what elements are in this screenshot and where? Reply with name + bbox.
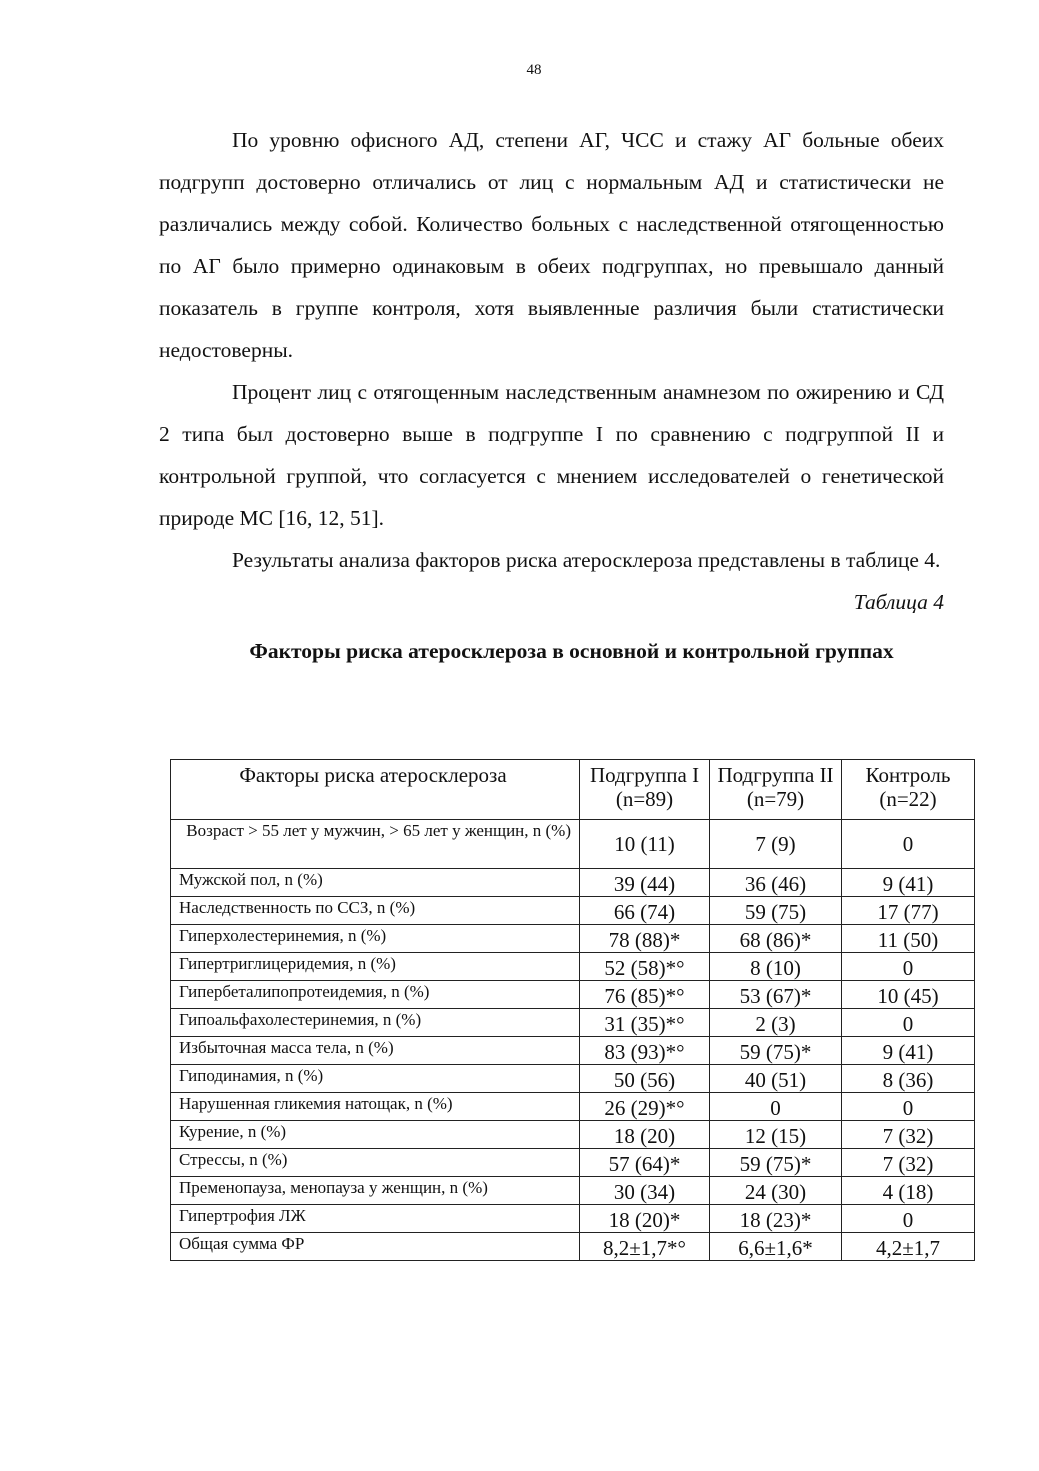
value-cell: 8,2±1,7*° — [580, 1233, 710, 1261]
paragraph: Процент лиц с отягощенным наследственным анамнезом по ожирению и СД 2 типа был достоверно выше в подгруппе I по сравнению с подгруппой II и контрольной группой, что согласуется с мнением исследователей о генетической природе МС [16, 12, 51]. — [159, 380, 944, 530]
value-cell: 68 (86)* — [710, 925, 842, 953]
value-cell: 78 (88)* — [580, 925, 710, 953]
column-header: Факторы риска атеросклероза — [171, 760, 580, 820]
value-cell: 6,6±1,6* — [710, 1233, 842, 1261]
factor-cell: Гиперхолестеринемия, n (%) — [171, 925, 580, 953]
value-cell: 9 (41) — [842, 1037, 975, 1065]
value-cell: 76 (85)*° — [580, 981, 710, 1009]
factor-cell: Гипоальфахолестеринемия, n (%) — [171, 1009, 580, 1037]
value-cell: 4,2±1,7 — [842, 1233, 975, 1261]
value-cell: 50 (56) — [580, 1065, 710, 1093]
value-cell: 30 (34) — [580, 1177, 710, 1205]
value-cell: 2 (3) — [710, 1009, 842, 1037]
value-cell: 10 (11) — [580, 820, 710, 869]
value-cell: 8 (36) — [842, 1065, 975, 1093]
table-row — [171, 1093, 975, 1121]
table-row — [171, 897, 975, 925]
value-cell: 8 (10) — [710, 953, 842, 981]
risk-factors-table — [170, 759, 975, 1261]
paragraph: По уровню офисного АД, степени АГ, ЧСС и стажу АГ больные обеих подгрупп достоверно отличались от лиц с нормальным АД и статистически не различались между собой. Количество больных с наследственной отягощенностью по АГ было примерно одинаковым в обеих подгруппах, но превышало данный показатель в группе контроля, хотя выявленные различия были статистически недостоверны. — [159, 128, 944, 362]
value-cell: 31 (35)*° — [580, 1009, 710, 1037]
value-cell: 0 — [842, 953, 975, 981]
factor-cell: Стрессы, n (%) — [171, 1149, 580, 1177]
value-cell: 83 (93)*° — [580, 1037, 710, 1065]
value-cell: 10 (45) — [842, 981, 975, 1009]
factor-cell: Гипербеталипопротеидемия, n (%) — [171, 981, 580, 1009]
value-cell: 59 (75)* — [710, 1149, 842, 1177]
table-row — [171, 1233, 975, 1261]
table-row — [171, 1149, 975, 1177]
value-cell: 0 — [842, 1093, 975, 1121]
value-cell: 18 (20) — [580, 1121, 710, 1149]
value-cell: 0 — [842, 1009, 975, 1037]
factor-cell: Мужской пол, n (%) — [171, 869, 580, 897]
value-cell: 66 (74) — [580, 897, 710, 925]
factor-cell: Гипертрофия ЛЖ — [171, 1205, 580, 1233]
value-cell: 7 (32) — [842, 1121, 975, 1149]
factor-cell: Гипертриглицеридемия, n (%) — [171, 953, 580, 981]
value-cell: 9 (41) — [842, 869, 975, 897]
factor-cell: Курение, n (%) — [171, 1121, 580, 1149]
table-row — [171, 953, 975, 981]
value-cell: 52 (58)*° — [580, 953, 710, 981]
factor-cell: Общая сумма ФР — [171, 1233, 580, 1261]
table-title: Факторы риска атеросклероза в основной и контрольной группах — [249, 639, 894, 663]
factor-cell: Избыточная масса тела, n (%) — [171, 1037, 580, 1065]
paragraph: Результаты анализа факторов риска атеросклероза представлены в таблице 4. — [232, 548, 941, 572]
value-cell: 0 — [710, 1093, 842, 1121]
page-number: 48 — [526, 62, 542, 78]
value-cell: 7 (9) — [710, 820, 842, 869]
value-cell: 18 (23)* — [710, 1205, 842, 1233]
table-row — [171, 1065, 975, 1093]
table-row — [171, 925, 975, 953]
table-row — [171, 1009, 975, 1037]
factor-cell: Гиподинамия, n (%) — [171, 1065, 580, 1093]
value-cell: 53 (67)* — [710, 981, 842, 1009]
table-row — [171, 1205, 975, 1233]
table-body — [171, 820, 975, 1261]
value-cell: 18 (20)* — [580, 1205, 710, 1233]
factor-cell: Пременопауза, менопауза у женщин, n (%) — [171, 1177, 580, 1205]
column-header: Контроль (n=22) — [842, 760, 975, 820]
value-cell: 59 (75) — [710, 897, 842, 925]
column-header: Подгруппа I (n=89) — [580, 760, 710, 820]
table-row — [171, 869, 975, 897]
value-cell: 26 (29)*° — [580, 1093, 710, 1121]
body-text — [159, 119, 944, 673]
table-row — [171, 981, 975, 1009]
value-cell: 40 (51) — [710, 1065, 842, 1093]
table-row — [171, 1121, 975, 1149]
value-cell: 11 (50) — [842, 925, 975, 953]
value-cell: 36 (46) — [710, 869, 842, 897]
value-cell: 57 (64)* — [580, 1149, 710, 1177]
factor-cell: Наследственность по ССЗ, n (%) — [171, 897, 580, 925]
value-cell: 0 — [842, 1205, 975, 1233]
value-cell: 12 (15) — [710, 1121, 842, 1149]
value-cell: 24 (30) — [710, 1177, 842, 1205]
value-cell: 4 (18) — [842, 1177, 975, 1205]
factor-cell: Возраст > 55 лет у мужчин, > 65 лет у женщин, n (%) — [171, 820, 580, 869]
factor-cell: Нарушенная гликемия натощак, n (%) — [171, 1093, 580, 1121]
value-cell: 0 — [842, 820, 975, 869]
value-cell: 17 (77) — [842, 897, 975, 925]
table-row — [171, 1177, 975, 1205]
value-cell: 39 (44) — [580, 869, 710, 897]
table-label: Таблица 4 — [853, 590, 944, 614]
value-cell: 59 (75)* — [710, 1037, 842, 1065]
table-row — [171, 820, 975, 869]
column-header: Подгруппа II (n=79) — [710, 760, 842, 820]
table-header-row — [171, 760, 975, 820]
table-row — [171, 1037, 975, 1065]
value-cell: 7 (32) — [842, 1149, 975, 1177]
